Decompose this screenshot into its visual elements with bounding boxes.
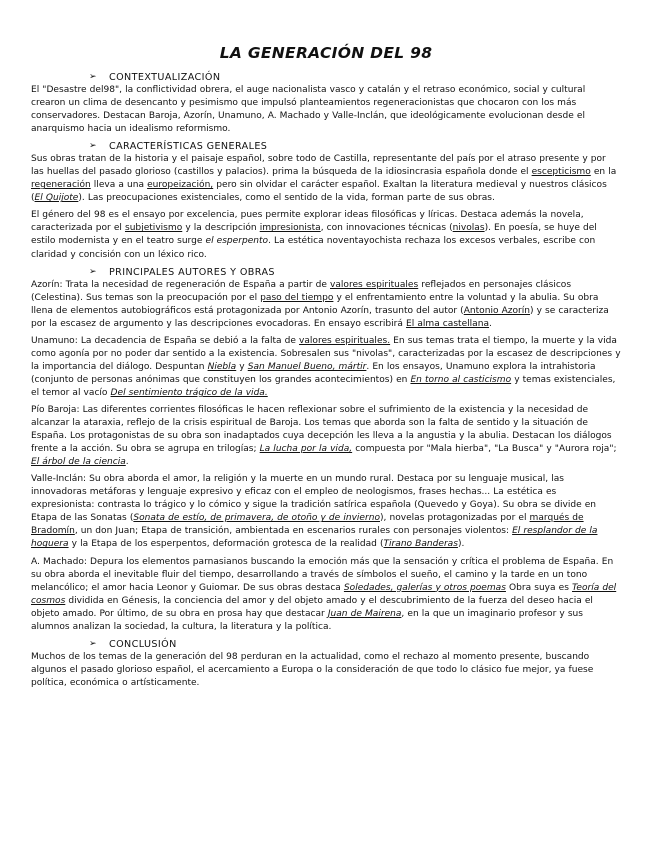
section-heading-label: CARACTERÍSTICAS GENERALES	[109, 141, 268, 153]
bullet-arrow-icon: ➢	[89, 141, 97, 152]
paragraph	[31, 651, 621, 690]
emphasized-term: el esperpento	[205, 236, 269, 247]
text-run: Muchos de los temas de la generación del 98 perduran en la actualidad, como el rechazo al momento presente, buscando algunos el pasado glorioso español, el acercamiento a Europa o la consideración de que todo lo clásico fue mejor, ya fuese política, económica o artísticamente.	[31, 651, 594, 688]
emphasized-term: marqués de Bradomín	[31, 513, 584, 537]
text-run: reflejados en personajes clásicos (Celestina). Sus temas son la preocupación por el	[31, 279, 572, 303]
text-run: En sus temas trata el tiempo, la muerte y la vida como agonía por no poder dar sentido a la existencia. Sobresalen sus "nivolas", caracterizadas por la escasez de descripciones y la importancia del diálogo. Despuntan	[31, 335, 621, 372]
emphasized-term: Del sentimiento trágico de la vida.	[110, 387, 268, 398]
bullet-arrow-icon: ➢	[89, 638, 97, 649]
paragraph	[31, 279, 621, 331]
text-run: Obra suya es	[505, 582, 573, 593]
text-run: dividida en Génesis, la conciencia del amor y del objeto amado y el descubrimiento de la fuerza del deseo hacia el objeto amado. Por último, de su obra en prosa hay que destacar	[31, 595, 593, 619]
text-run: y	[236, 361, 248, 372]
text-run: y la descripción	[182, 223, 260, 234]
text-run: Unamuno: La decadencia de España se debió a la falta de	[31, 335, 300, 346]
paragraph	[31, 404, 621, 469]
emphasized-term: En torno al casticismo	[410, 374, 512, 385]
text-run: lleva a una	[90, 180, 148, 191]
text-run: y temas existenciales, el temor al vacío	[31, 374, 616, 398]
emphasized-term: Antonio Azorín	[463, 305, 531, 316]
section-heading	[31, 71, 621, 84]
emphasized-term: La lucha por la vida,	[259, 444, 353, 455]
text-run: ) y se caracteriza por la escasez de argumento y las descripciones evocadoras. En ensayo escribirá	[31, 305, 609, 329]
emphasized-term: valores espirituales	[330, 279, 419, 290]
bullet-arrow-icon: ➢	[89, 266, 97, 277]
text-run: . En los ensayos, Unamuno explora la intrahistoria (conjunto de personas anónimas que constituyen los grandes acontecimientos) en	[31, 361, 596, 385]
emphasized-term: regeneración	[31, 180, 91, 191]
text-run: , con innovaciones técnicas (	[320, 223, 453, 234]
emphasized-term: El árbol de la ciencia	[31, 457, 126, 468]
text-run: . La estética noventayochista rechaza los excesos verbales, escribe con claridad y concisión con un léxico rico.	[31, 236, 596, 260]
text-run: Sus obras tratan de la historia y el paisaje español, sobre todo de Castilla, representante del país por el atraso presente y por las huellas del pasado glorioso (castillos y palacios). prima la búsqueda de la idiosincrasia española donde el	[31, 154, 606, 178]
text-run: pero sin olvidar el carácter español. Exaltan la literatura medieval y nuestros clásicos (	[31, 180, 607, 204]
emphasized-term: impresionista	[259, 223, 321, 234]
text-run: El "Desastre del98", la conflictividad obrera, el auge nacionalista vasco y catalán y el retraso económico, social y cultural crearon un clima de desencanto y pesimismo que impulsó planteamientos regeneracionistas que chocaron con los más conservadores. Destacan Baroja, Azorín, Unamuno, A. Machado y Valle-Inclán, que ideológicamente evolucionan desde el anarquismo hacia un idealismo reformismo.	[31, 85, 586, 135]
page-title: LA GENERACIÓN DEL 98	[219, 44, 433, 62]
text-run: .	[125, 457, 129, 468]
text-run: en la	[590, 167, 617, 178]
text-run: El género del 98 es el ensayo por excelencia, pues permite explorar ideas filosóficas y líricas. Destaca además la novela, caracterizada por el	[31, 210, 584, 234]
text-run: y la Etapa de los esperpentos, deformación grotesca de la realidad (	[68, 539, 384, 550]
text-run: ). En poesía, se huye del estilo modernista y en el teatro surge	[31, 223, 597, 247]
text-run: , un don Juan; Etapa de transición, ambientada en escenarios rurales con personajes violentos:	[74, 526, 513, 537]
text-run: ), novelas protagonizadas por el	[380, 513, 530, 524]
emphasized-term: El Quijote	[34, 193, 79, 204]
section-heading-label: CONTEXTUALIZACIÓN	[109, 72, 221, 83]
text-run: ). Las preocupaciones existenciales, como el sentido de la vida, forman parte de sus obras.	[78, 193, 495, 204]
paragraph	[31, 153, 621, 205]
section-heading	[31, 266, 621, 279]
text-run: y el enfrentamiento entre la voluntad y la abulia. Su obra llena de elementos autobiográficos está protagonizada por Antonio Azorín, trasunto del autor (	[31, 292, 599, 316]
emphasized-term: Niebla	[207, 361, 237, 372]
paragraph	[31, 556, 621, 634]
paragraph	[31, 335, 621, 400]
text-run: Azorín: Trata la necesidad de regeneración de España a partir de	[31, 279, 330, 290]
section-heading-label: CONCLUSIÓN	[109, 638, 177, 650]
emphasized-term: El alma castellana	[406, 318, 490, 329]
section-heading-label: PRINCIPALES AUTORES Y OBRAS	[109, 266, 275, 278]
text-run: ).	[457, 539, 465, 550]
emphasized-term: europeización,	[147, 180, 214, 191]
text-run: Pío Baroja: Las diferentes corrientes filosóficas le hacen reflexionar sobre el sufrimiento de la existencia y la necesidad de alcanzar la ataraxia, reflejo de la crisis espiritual de Baroja. Los temas que aborda son la falta de sentido y la situación de España. Los protagonistas de su obra son inadaptados cuya decepción les lleva a la angustia y la abulia. Destacan los diálogos frente a la acción. Su obra se agrupa en trilogías;	[31, 404, 612, 455]
emphasized-term: paso del tiempo	[260, 292, 334, 303]
section-heading	[31, 638, 621, 651]
text-run: .	[489, 318, 492, 329]
paragraph	[31, 473, 621, 551]
paragraph	[31, 84, 621, 136]
section-heading	[31, 140, 621, 153]
text-run: , en la que un imaginario profesor y sus alumnos analizan la sociedad, la cultura, la literatura y la política.	[31, 608, 583, 632]
emphasized-term: Teoría del cosmos	[31, 582, 617, 606]
emphasized-term: nivolas	[452, 223, 485, 234]
emphasized-term: El resplandor de la hoguera	[31, 526, 598, 550]
document-body	[31, 71, 621, 690]
emphasized-term: subjetivismo	[124, 223, 183, 234]
emphasized-term: Sonata de estío, de primavera, de otoño y de invierno	[133, 513, 380, 524]
emphasized-term: escepticismo	[531, 167, 591, 178]
text-run: Valle-Inclán: Su obra aborda el amor, la religión y la muerte en un mundo rural. Destaca por su lenguaje musical, las innovadoras metáforas y lenguaje expresivo y eficaz con el empleo de neologismos, frases hechas... La estética es expresionista: contrasta lo trágico y lo cómico y sigue la tradición satírica española (Quevedo y Goya). Su obra se divide en Etapa de las Sonatas (	[31, 474, 597, 524]
emphasized-term: San Manuel Bueno, mártir	[247, 361, 367, 372]
text-run: A. Machado: Depura los elementos parnasianos buscando la emoción más que la sensación y crítica el problema de España. En su obra aborda el inevitable fluir del tiempo, desarrollando a través de símbolos el sueño, el camino y la tarde en un tono melancólico; el amor hacia Leonor y Guiomar. De sus obras destaca	[31, 556, 614, 593]
paragraph	[31, 209, 621, 261]
emphasized-term: Tirano Banderas	[383, 539, 458, 550]
emphasized-term: valores espirituales.	[299, 335, 391, 346]
emphasized-term: Juan de Mairena	[327, 608, 402, 619]
text-run: compuesta por "Mala hierba", "La Busca" y "Aurora roja";	[352, 444, 617, 455]
emphasized-term: Soledades, galerías y otros poemas	[343, 582, 506, 593]
bullet-arrow-icon: ➢	[89, 72, 97, 82]
